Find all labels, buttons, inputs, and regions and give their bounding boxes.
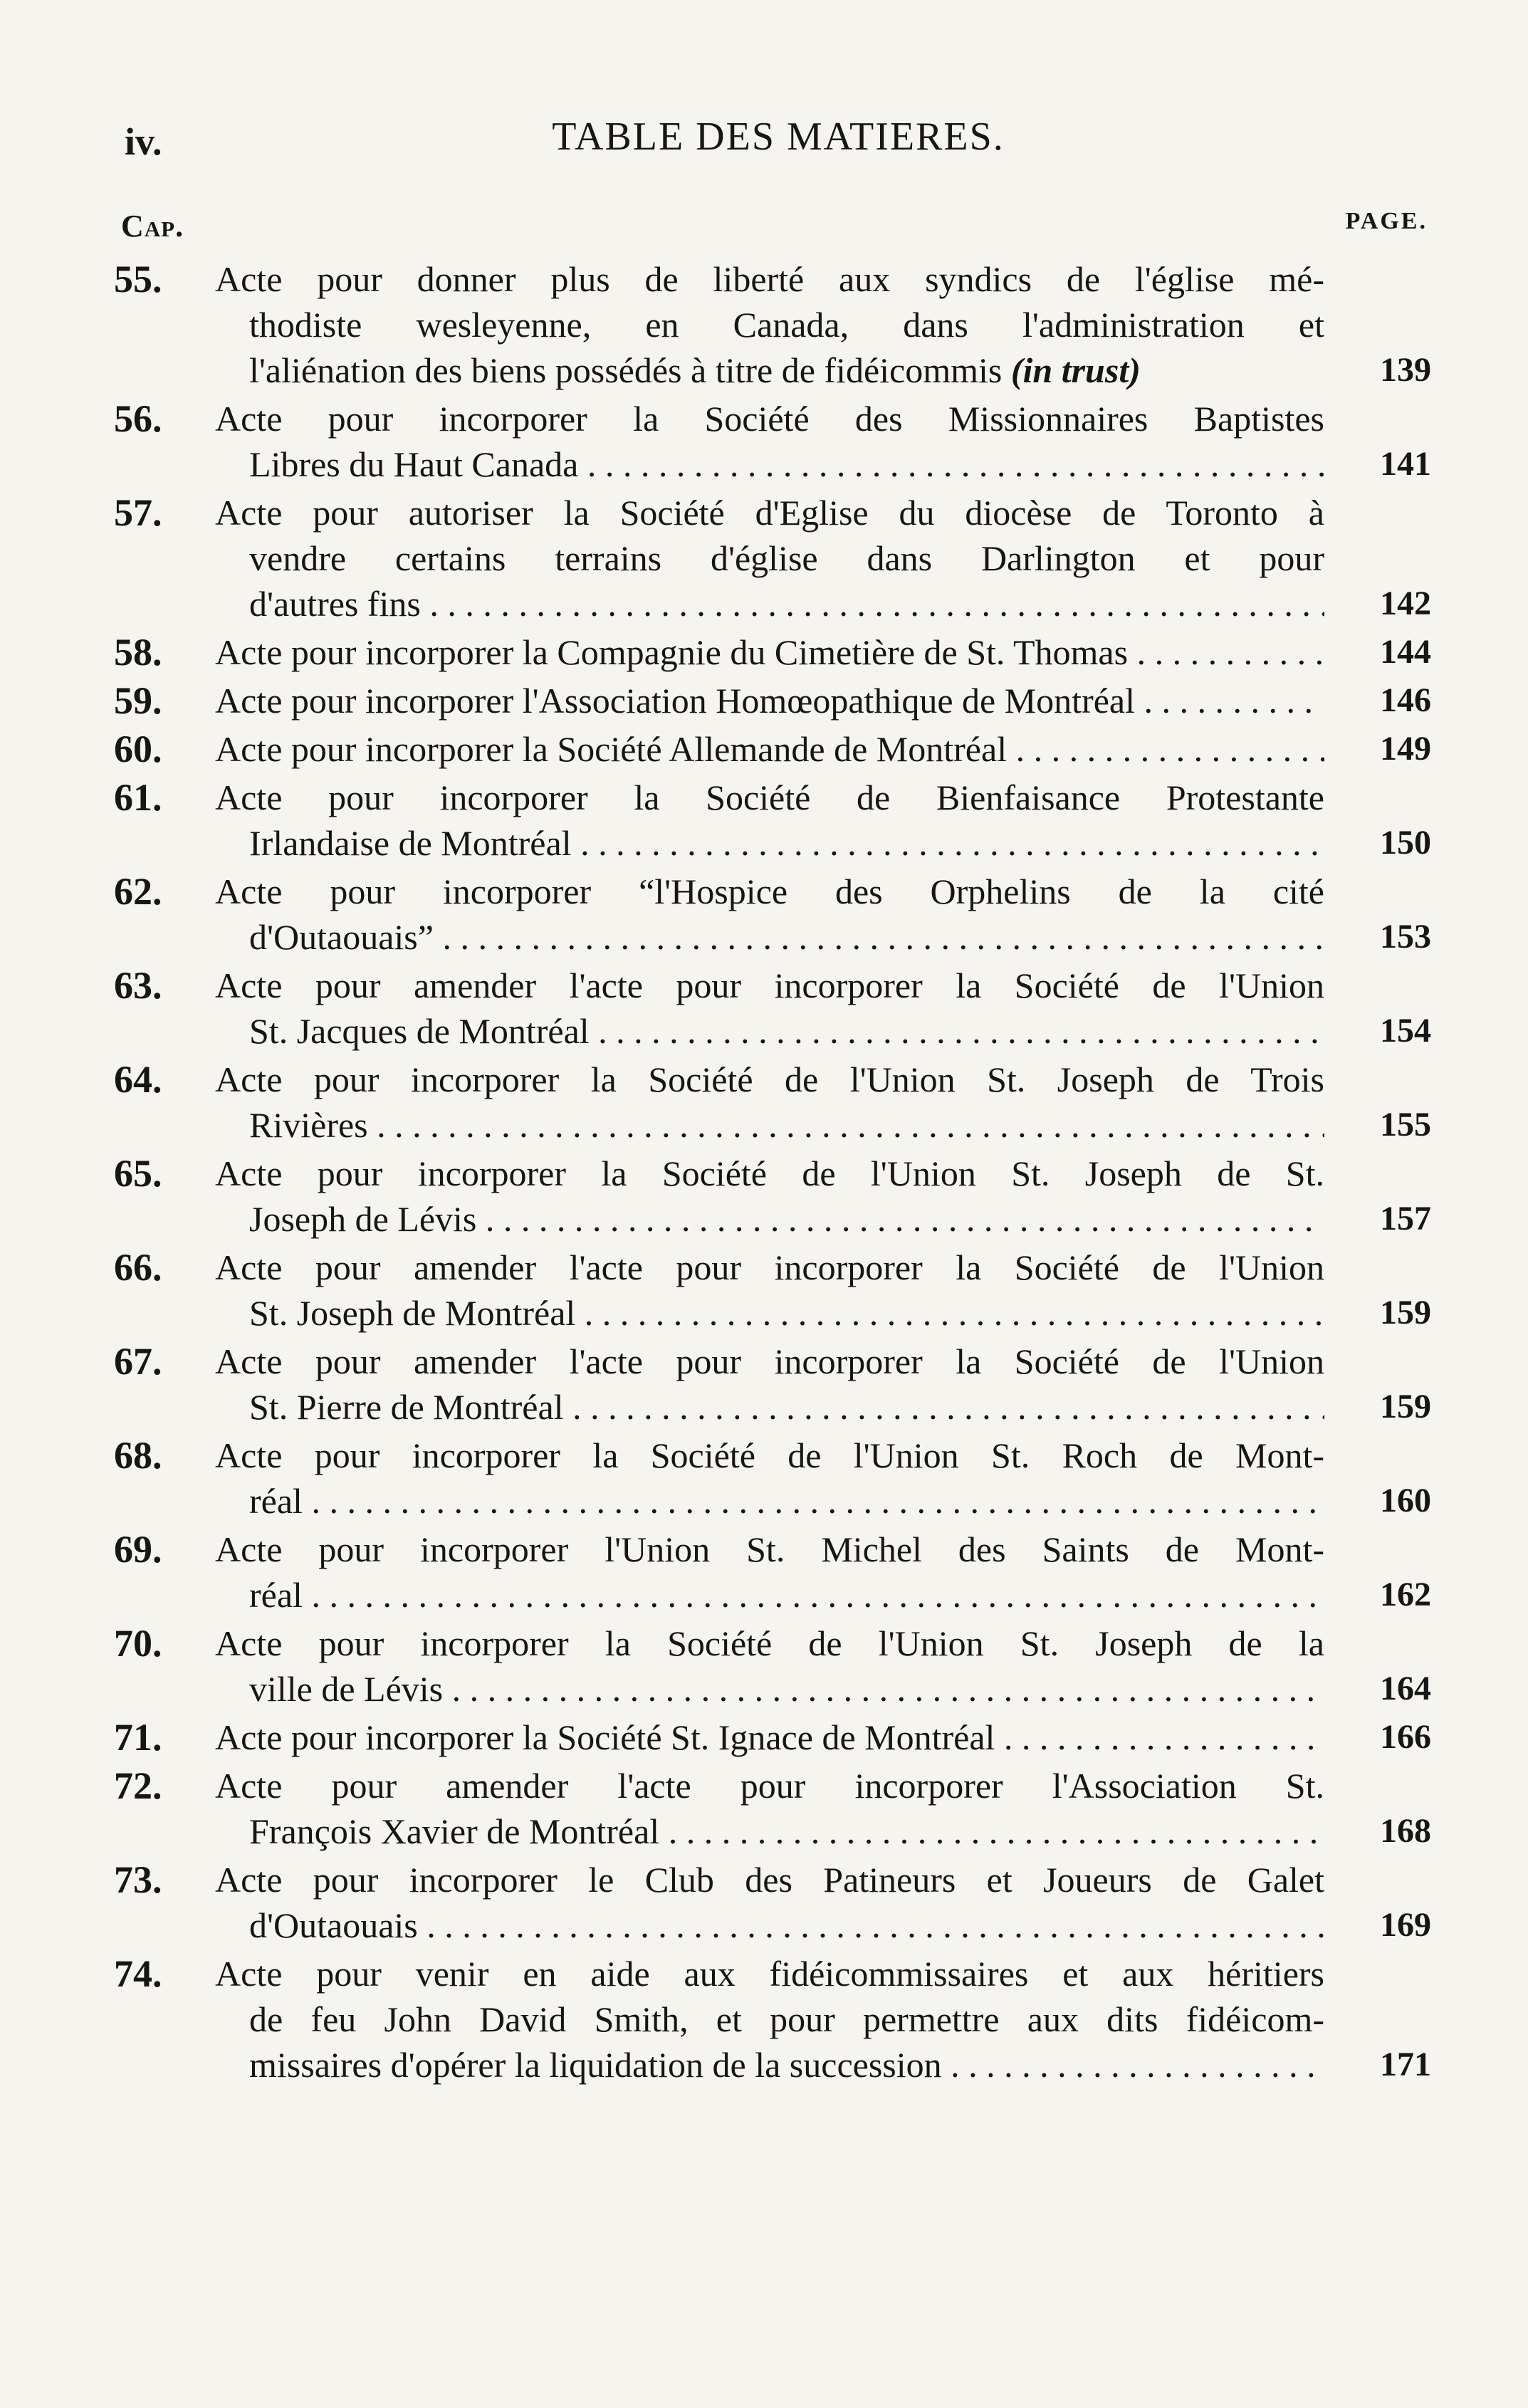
entry-text: Acte pour venir en aide aux fidéicommissaires et aux héritiers (215, 1954, 1324, 1994)
chapter-number: 60. (114, 728, 162, 770)
toc-line (114, 869, 1431, 914)
entry-text: Acte pour donner plus de liberté aux syndics de l'église mé- (215, 259, 1324, 299)
toc-line (114, 2042, 1431, 2088)
entry-text: d'Outaouais” . . . (249, 914, 1324, 960)
toc-entry (114, 869, 1431, 960)
page-ref: 139 (1380, 351, 1431, 389)
chapter-number: 61. (114, 776, 162, 819)
page-ref: 164 (1380, 1670, 1431, 1707)
page-ref: 142 (1380, 585, 1431, 622)
entry-text: Acte pour incorporer la Société St. Ignace de Montréal . . . (215, 1715, 1324, 1760)
toc-line (114, 775, 1431, 820)
page-ref: 159 (1380, 1388, 1431, 1425)
entry-text: François Xavier de Montréal . . . (249, 1808, 1324, 1854)
page-header (0, 114, 1528, 171)
toc-line (114, 1572, 1431, 1618)
chapter-number: 71. (114, 1716, 162, 1759)
toc-entry (114, 396, 1431, 487)
entry-text: Acte pour amender l'acte pour incorporer la Société de l'Union (215, 1247, 1324, 1287)
toc-line (114, 581, 1431, 627)
toc-line (114, 1057, 1431, 1102)
entry-text: d'autres fins . . . (249, 581, 1324, 627)
toc-line (114, 347, 1431, 393)
toc-line (114, 1008, 1431, 1054)
toc-entry (114, 1057, 1431, 1148)
page-ref: 149 (1380, 730, 1431, 768)
toc-entry (114, 678, 1431, 723)
entry-text: Acte pour amender l'acte pour incorporer la Société de l'Union (215, 965, 1324, 1005)
toc-line (114, 963, 1431, 1008)
entry-text: St. Jacques de Montréal . . . (249, 1008, 1324, 1054)
toc-entry (114, 1715, 1431, 1760)
page-number: iv. (125, 120, 162, 163)
entry-text: Acte pour incorporer l'Union St. Michel des Saints de Mont- (215, 1529, 1324, 1569)
entry-text: Acte pour incorporer “l'Hospice des Orphelins de la cité (215, 871, 1324, 911)
toc-entry (114, 1857, 1431, 1948)
toc-line (114, 1102, 1431, 1148)
toc-line (114, 1808, 1431, 1854)
toc-entry (114, 490, 1431, 627)
entry-text: Acte pour incorporer la Société des Missionnaires Baptistes (215, 399, 1324, 439)
entry-text: thodiste wesleyenne, en Canada, dans l'administration et (249, 305, 1324, 345)
toc-line (114, 1527, 1431, 1572)
entry-text: St. Pierre de Montréal . . . (249, 1384, 1324, 1430)
chapter-number: 68. (114, 1434, 162, 1477)
toc-line (114, 490, 1431, 535)
entry-text: d'Outaouais . . . (249, 1902, 1324, 1948)
chapter-number: 64. (114, 1058, 162, 1101)
chapter-number: 65. (114, 1152, 162, 1195)
toc-entry (114, 1621, 1431, 1712)
page-ref: 157 (1380, 1200, 1431, 1237)
toc-line (114, 302, 1431, 347)
chapter-number: 62. (114, 870, 162, 913)
page-ref: 159 (1380, 1294, 1431, 1331)
page-ref: 155 (1380, 1106, 1431, 1143)
entry-text: Acte pour incorporer la Société Allemande de Montréal . . . (215, 726, 1324, 772)
entry-text: Irlandaise de Montréal . . . (249, 820, 1324, 866)
entry-text: Acte pour incorporer la Société de l'Union St. Joseph de St. (215, 1153, 1324, 1193)
page-ref: 146 (1380, 681, 1431, 719)
table-of-contents (114, 256, 1431, 2090)
toc-line (114, 820, 1431, 866)
toc-line (114, 1339, 1431, 1384)
page-ref: 168 (1380, 1812, 1431, 1850)
entry-text: Acte pour incorporer l'Association Homœopathique de Montréal . . . (215, 678, 1324, 723)
italic-note: (in trust) (1002, 350, 1141, 390)
toc-line (114, 535, 1431, 581)
page-ref: 171 (1380, 2046, 1431, 2083)
entry-text: vendre certains terrains d'église dans Darlington et pour (249, 538, 1324, 578)
toc-line (114, 256, 1431, 302)
toc-line (114, 1384, 1431, 1430)
toc-entry (114, 726, 1431, 772)
toc-entry (114, 775, 1431, 866)
toc-line (114, 1433, 1431, 1478)
page-ref: 169 (1380, 1906, 1431, 1944)
page-ref: 154 (1380, 1012, 1431, 1049)
column-headers (121, 208, 1428, 251)
toc-line (114, 1996, 1431, 2042)
toc-line (114, 1763, 1431, 1808)
toc-line (114, 1715, 1431, 1760)
page-title: TABLE DES MATIERES. (552, 115, 1005, 159)
page-ref: 150 (1380, 824, 1431, 862)
toc-line (114, 396, 1431, 441)
toc-entry (114, 256, 1431, 393)
toc-line (114, 1621, 1431, 1666)
chapter-number: 66. (114, 1246, 162, 1289)
chapter-number: 69. (114, 1528, 162, 1571)
page-column-header: PAGE. (1345, 208, 1428, 234)
entry-text: Libres du Haut Canada . . . (249, 441, 1324, 487)
entry-text: Acte pour amender l'acte pour incorporer l'Association St. (215, 1766, 1324, 1806)
toc-line (114, 1902, 1431, 1948)
entry-text: St. Joseph de Montréal . . . (249, 1290, 1324, 1336)
toc-entry (114, 1151, 1431, 1242)
chapter-number: 59. (114, 679, 162, 722)
page-ref: 166 (1380, 1718, 1431, 1756)
toc-line (114, 726, 1431, 772)
toc-line (114, 1245, 1431, 1290)
entry-text: Acte pour incorporer la Société de l'Union St. Roch de Mont- (215, 1435, 1324, 1475)
entry-text: l'aliénation des biens possédés à titre de fidéicommis (in trust) (249, 350, 1141, 390)
chapter-number: 58. (114, 631, 162, 674)
chapter-number: 57. (114, 491, 162, 534)
toc-entry (114, 629, 1431, 675)
entry-text: Joseph de Lévis . . . (249, 1196, 1324, 1242)
toc-entry (114, 1433, 1431, 1524)
entry-text: Acte pour incorporer la Compagnie du Cimetière de St. Thomas . . . (215, 629, 1324, 675)
entry-text: Acte pour incorporer la Société de l'Union St. Joseph de Trois (215, 1059, 1324, 1099)
page-ref: 162 (1380, 1576, 1431, 1613)
entry-text: Acte pour incorporer la Société de l'Union St. Joseph de la (215, 1623, 1324, 1663)
toc-line (114, 629, 1431, 675)
toc-line (114, 914, 1431, 960)
toc-entry (114, 1763, 1431, 1854)
entry-text: de feu John David Smith, et pour permettre aux dits fidéicom- (249, 1999, 1324, 2039)
chapter-number: 55. (114, 258, 162, 300)
entry-text: Acte pour incorporer le Club des Patineurs et Joueurs de Galet (215, 1860, 1324, 1900)
toc-line (114, 1290, 1431, 1336)
chapter-number: 56. (114, 397, 162, 440)
page-ref: 160 (1380, 1482, 1431, 1519)
entry-text: Rivières . . . (249, 1102, 1324, 1148)
toc-line (114, 1857, 1431, 1902)
entry-text: réal . . . (249, 1478, 1324, 1524)
toc-entry (114, 1245, 1431, 1336)
chapter-number: 67. (114, 1340, 162, 1383)
page-ref: 153 (1380, 918, 1431, 956)
toc-line (114, 1151, 1431, 1196)
entry-text: réal . . . (249, 1572, 1324, 1618)
entry-text: Acte pour amender l'acte pour incorporer la Société de l'Union (215, 1341, 1324, 1381)
chapter-column-header: Cap. (121, 209, 184, 244)
toc-line (114, 1951, 1431, 1996)
toc-entry (114, 1527, 1431, 1618)
chapter-number: 74. (114, 1952, 162, 1995)
page-ref: 141 (1380, 445, 1431, 483)
chapter-number: 63. (114, 964, 162, 1007)
toc-entry (114, 1339, 1431, 1430)
chapter-number: 72. (114, 1764, 162, 1807)
page-ref: 144 (1380, 633, 1431, 671)
entry-text: ville de Lévis . . . (249, 1666, 1324, 1712)
entry-text: Acte pour autoriser la Société d'Eglise du diocèse de Toronto à (215, 493, 1324, 533)
toc-entry (114, 1951, 1431, 2088)
entry-text: Acte pour incorporer la Société de Bienfaisance Protestante (215, 778, 1324, 817)
entry-text: missaires d'opérer la liquidation de la succession . . . (249, 2042, 1324, 2088)
chapter-number: 73. (114, 1858, 162, 1901)
toc-line (114, 678, 1431, 723)
toc-entry (114, 963, 1431, 1054)
toc-line (114, 1196, 1431, 1242)
chapter-number: 70. (114, 1622, 162, 1665)
toc-line (114, 1478, 1431, 1524)
toc-line (114, 1666, 1431, 1712)
toc-line (114, 441, 1431, 487)
